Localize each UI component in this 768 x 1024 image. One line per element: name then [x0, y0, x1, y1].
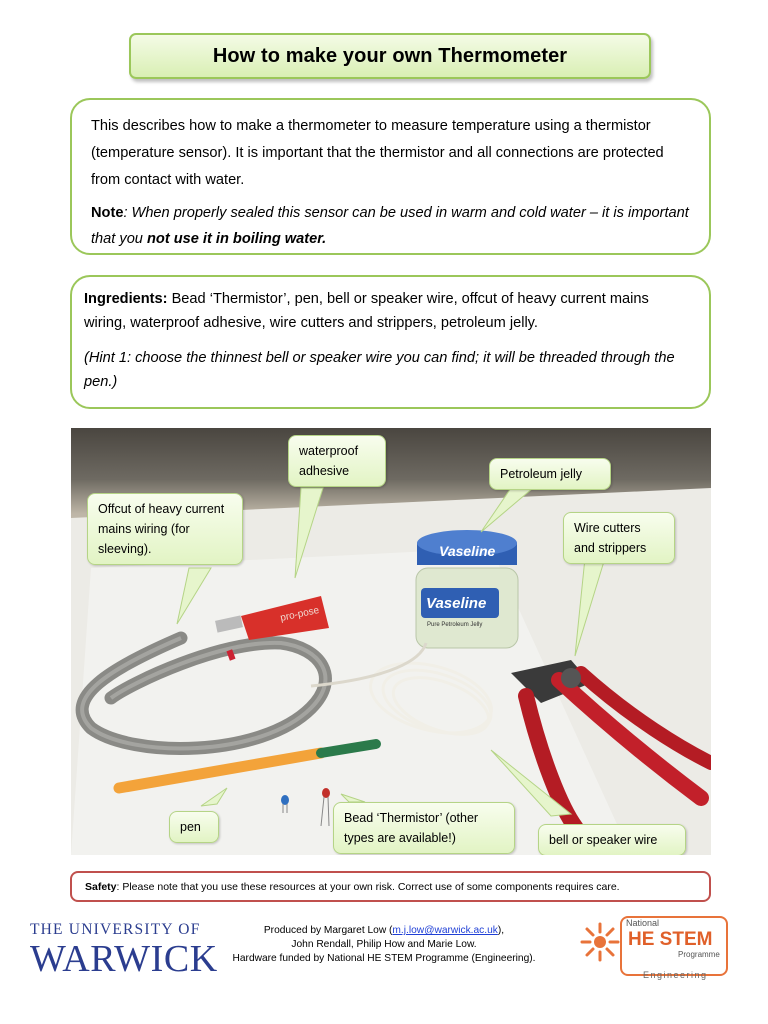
- callout-wire-cutters: Wire cutters and strippers: [563, 512, 675, 564]
- warwick-logo: [30, 921, 218, 980]
- credit-line2: John Rendall, Philip How and Marie Low.: [291, 939, 477, 950]
- safety-notice: [70, 871, 711, 902]
- callout-petroleum-jelly: Petroleum jelly: [489, 458, 611, 490]
- safety-text: : Please note that you use these resources at your own risk. Correct use of some components requires care.: [116, 880, 620, 893]
- ingredients-label: Ingredients:: [84, 291, 168, 307]
- safety-label: Safety: [85, 880, 117, 893]
- note-paragraph: [91, 200, 691, 252]
- ingredients-text: Bead ‘Thermistor’, pen, bell or speaker wire, offcut of heavy current mains wiring, waterproof adhesive, wire cutters and strippers, petroleum jelly.: [84, 291, 649, 331]
- hestem-logo: [580, 914, 738, 982]
- callout-waterproof-adhesive: waterproof adhesive: [288, 435, 386, 487]
- page-title: How to make your own Thermometer: [212, 44, 568, 67]
- ingredients-paragraph: [84, 287, 693, 335]
- note-label: Note: [91, 205, 124, 221]
- intro-box: [70, 98, 711, 255]
- ingredients-box: [70, 275, 711, 409]
- callout-bell-wire: bell or speaker wire: [538, 824, 686, 855]
- tube-label: pro-pose: [279, 604, 321, 624]
- credits: [222, 924, 546, 966]
- callout-pen: pen: [169, 811, 219, 843]
- title-banner: [129, 33, 651, 79]
- credit-line1: [222, 924, 546, 938]
- credit-line3: Hardware funded by National HE STEM Programme (Engineering).: [232, 953, 536, 964]
- hint-text: (Hint 1: choose the thinnest bell or speaker wire you can find; it will be threaded through the pen.): [84, 350, 675, 390]
- university-line1: THE UNIVERSITY OF: [30, 921, 201, 938]
- jar-brand-top: Vaseline: [439, 543, 496, 559]
- hestem-programme: Programme: [678, 950, 720, 959]
- credit-suffix: ),: [497, 925, 505, 936]
- university-line2: WARWICK: [30, 938, 218, 980]
- note-warning: not use it in boiling water.: [146, 231, 327, 247]
- email-link[interactable]: m.j.low@warwick.ac.uk: [392, 925, 498, 936]
- callout-bead-thermistor: Bead ‘Thermistor’ (other types are available!): [333, 802, 515, 854]
- jar-subtext: Pure Petroleum Jelly: [427, 622, 483, 628]
- hestem-engineering: Engineering: [643, 970, 708, 980]
- ingredients-photo: [71, 428, 711, 855]
- intro-text: This describes how to make a thermometer to measure temperature using a thermistor (temperature sensor). It is important that the thermistor and all connections are protected from contact with water.: [91, 118, 664, 188]
- jar-brand-label: Vaseline: [426, 595, 487, 612]
- callout-offcut: Offcut of heavy current mains wiring (for sleeving).: [87, 493, 243, 565]
- credit-prefix: Produced by Margaret Low (: [263, 925, 393, 936]
- hestem-name: HE STEM: [628, 929, 713, 950]
- note-text: : When properly sealed this sensor can be used in warm and cold water – it is important that you: [91, 205, 689, 247]
- sunburst-icon: [580, 922, 620, 962]
- vaseline-jar: [416, 530, 518, 648]
- hestem-national: National: [626, 918, 660, 928]
